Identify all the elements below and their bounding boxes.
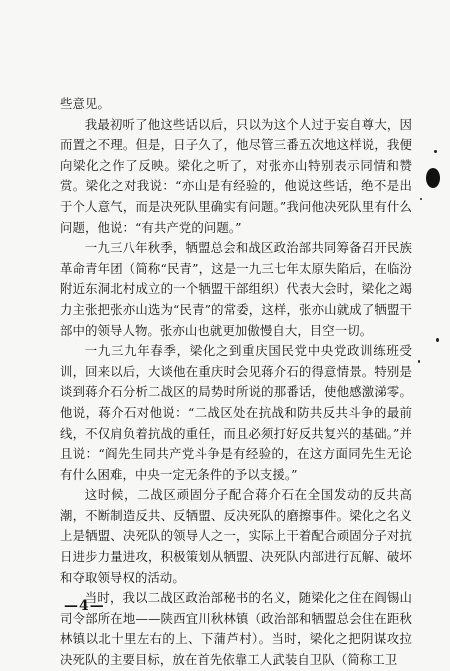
- ink-speck: [420, 198, 422, 200]
- ink-speck: [418, 360, 420, 363]
- paragraph: 当时，我以二战区政治部秘书的名义，随梁化之住在阎锡山司令部所在地——陕西宜川秋林镇（政治部和牺盟总会住在距秋林镇以北十里左右的上、下蒲芦村）。当时，梁化之把阴谋攻拉决死队的主要目标，放在首先依靠工人武装自卫队（简称工卫: [60, 590, 412, 668]
- paragraph: 一九三八年秋季，牺盟总会和战区政治部共同筹备召开民族革命青年团（简称“民青”，这是一九三七年太原失陷后，在临汾附近东洞北村成立的一个牺盟干部组织）代表大会时，梁化之竭力主张把张亦山选为“民青”的常委，这样，张亦山就成了牺盟干部中的领导人物。张亦山也就更加傲慢自大，目空一切。: [60, 240, 412, 338]
- ink-speck: [436, 338, 439, 342]
- page-number: —4—: [64, 598, 105, 614]
- paragraph: 这时候，二战区顽固分子配合蒋介石在全国发动的反共高潮，不断制造反共、反牺盟、反决死队的磨擦事件。梁化之名义上是牺盟、决死队的领导人之一，实际上干着配合顽固分子对抗日进步力量进攻，积极策划从牺盟、决死队内部进行瓦解、破坏和夺取领导权的活动。: [60, 487, 412, 585]
- paragraph: 一九三九年春季，梁化之到重庆国民党中央党政训练班受训，回来以后，大谈他在重庆时会见蒋介石的得意情景。特别是谈到蒋介石分析二战区的局势时所说的那番话，使他感激涕零。他说，蒋介石对他说：“二战区处在抗战和防共反共斗争的最前线，不仅肩负着抗战的重任，而且必须打好反共复兴的基础。”并且说：“阎先生同共产党斗争是有经验的，在这方面同先生无论有什么困难，中央一定无条件的予以支援。”: [60, 343, 412, 482]
- ink-speck: [434, 150, 437, 153]
- body-text: [60, 94, 412, 671]
- paragraph: 我最初听了他这些话以后，只以为这个人过于妄自尊大，因而置之不理。但是，日子久了，他尽管三番五次地这样说，我便向梁化之作了反映。梁化之听了，对张亦山特别表示同情和赞赏。梁化之对我说：“亦山是有经验的，他说这些话，绝不是出于个人意气，而是决死队里确实有问题。”我问他决死队里有什么问题，他说：“有共产党的问题。”: [60, 116, 412, 235]
- paragraph-continued: 些意见。: [60, 96, 110, 111]
- ink-blot: [426, 168, 440, 188]
